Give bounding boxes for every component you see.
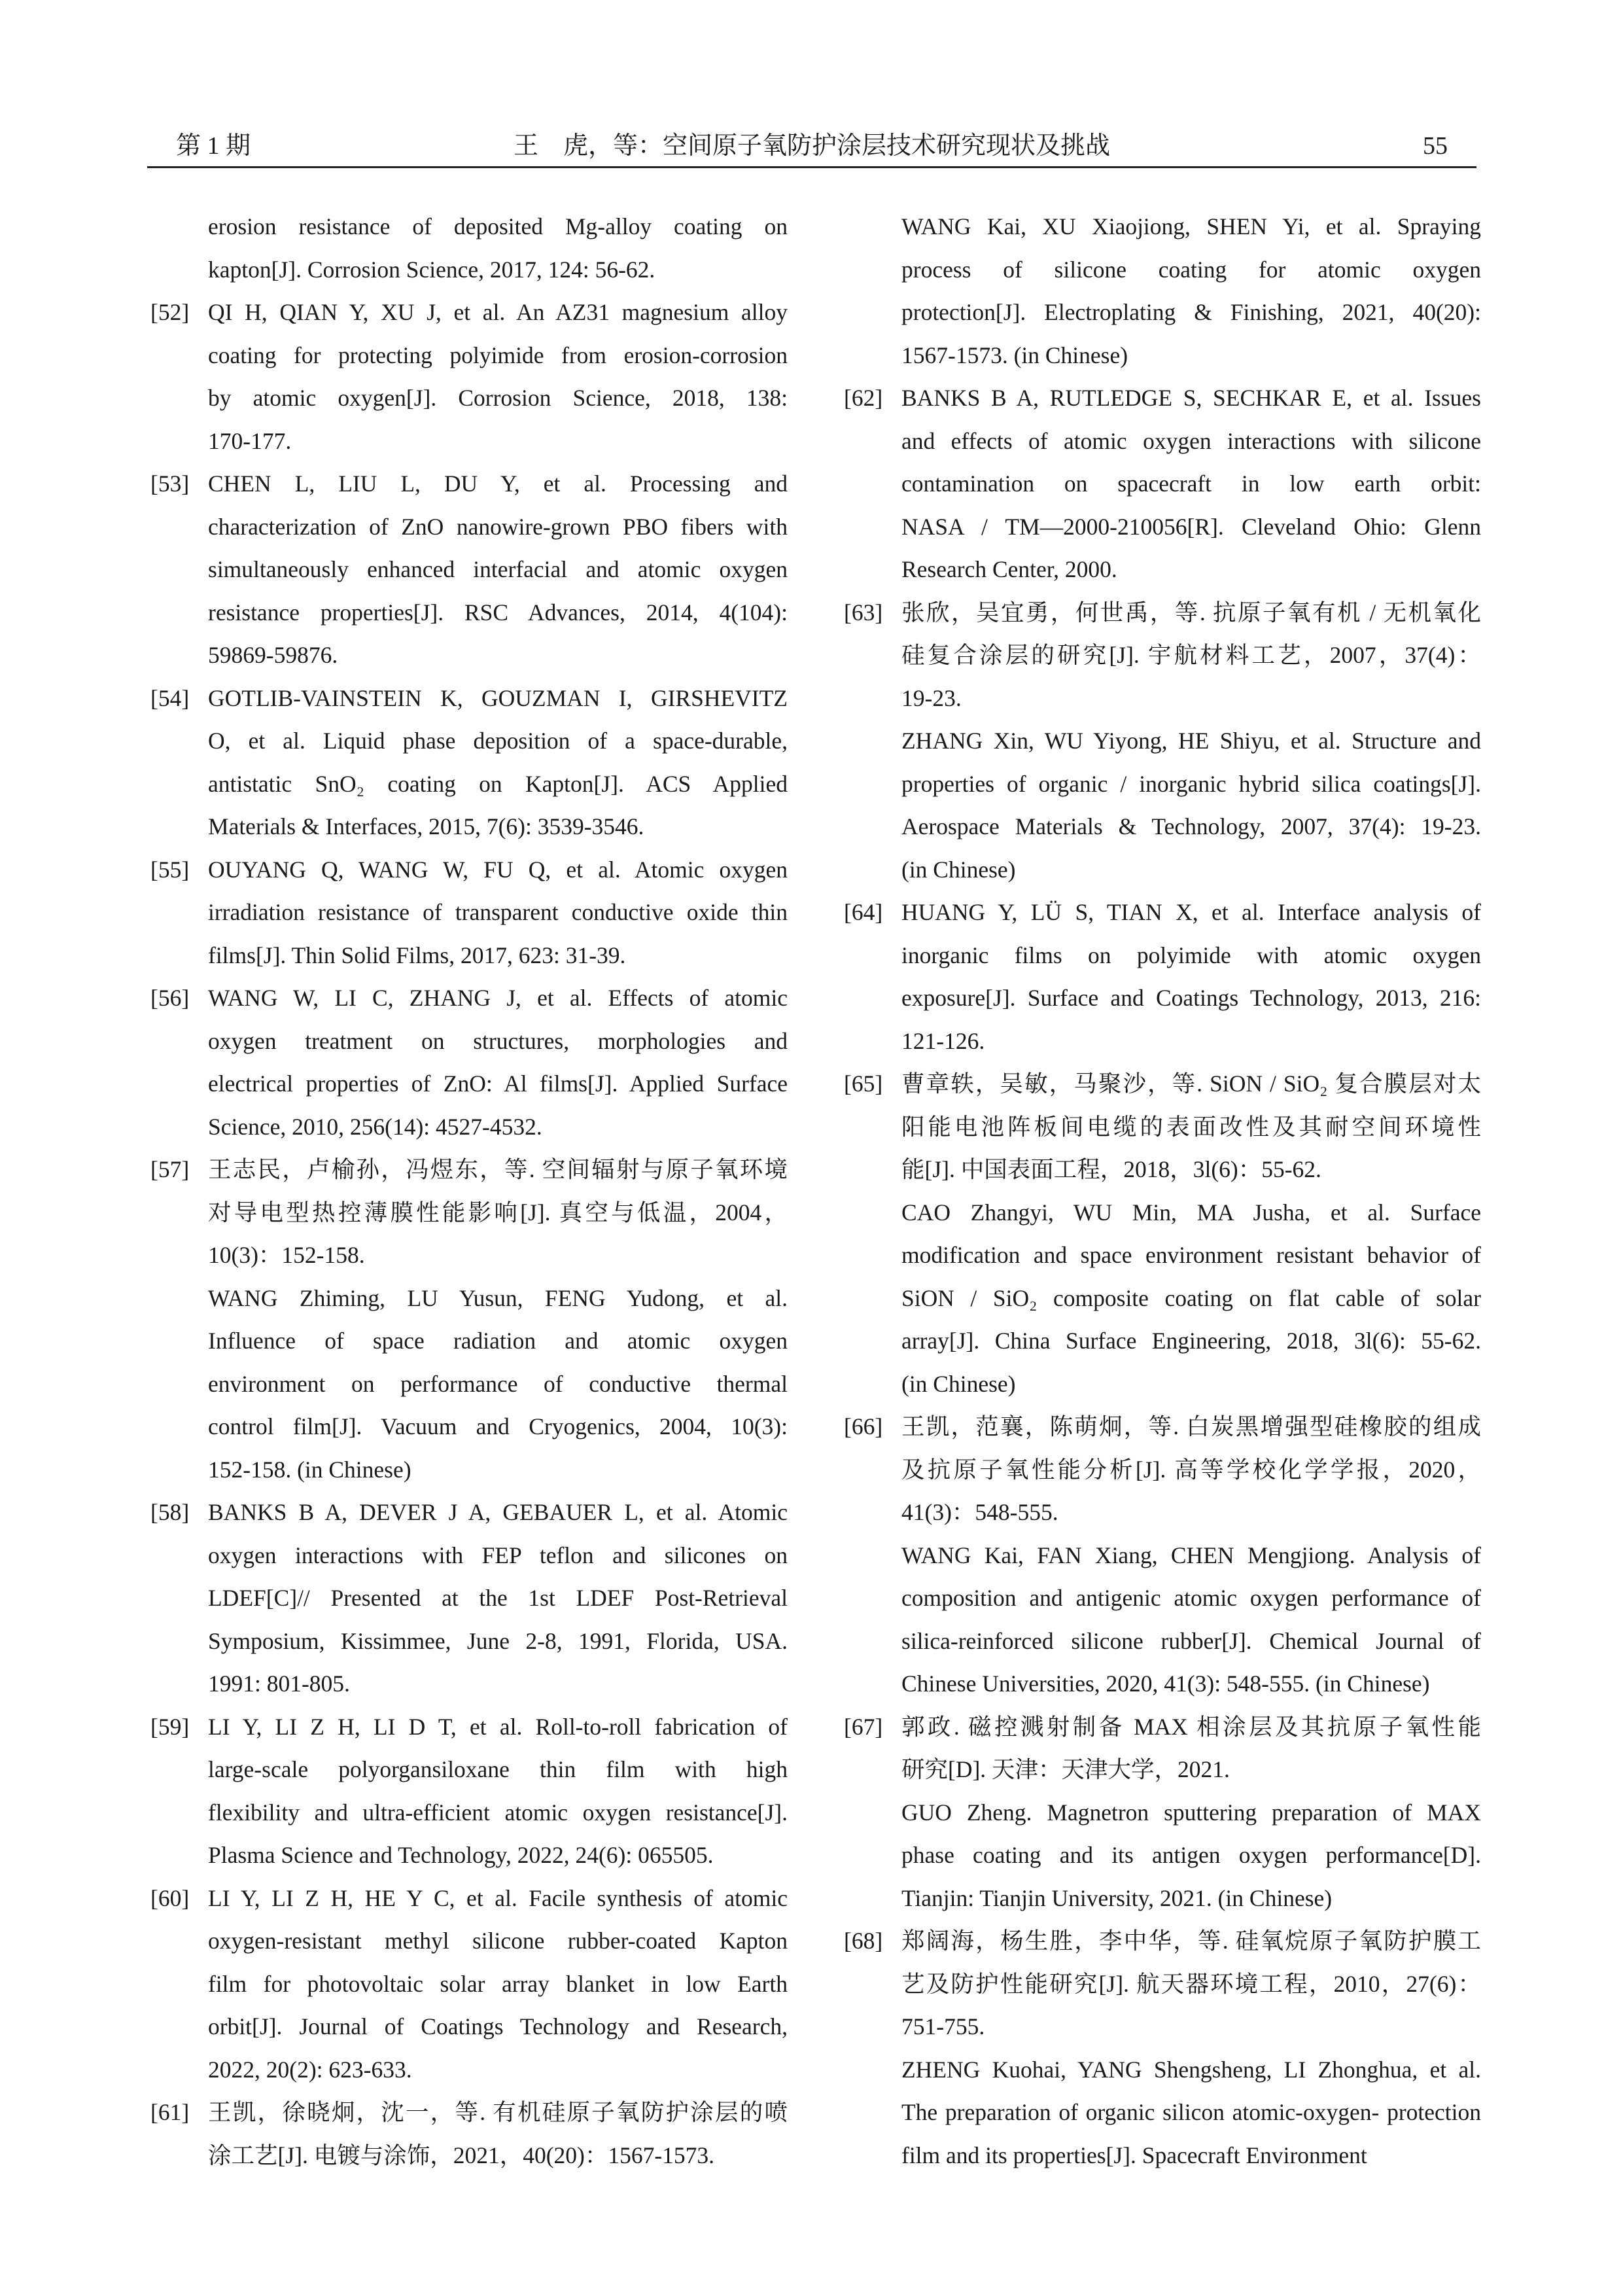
running-header	[147, 126, 1476, 166]
reference-number: [54]	[150, 684, 190, 711]
reference-number: [59]	[150, 1713, 190, 1740]
reference-line: 硅复合涂层的研究[J]. 宇航材料工艺，2007，37(4)：	[901, 642, 1481, 668]
reference-number: [67]	[844, 1713, 883, 1740]
reference-entry	[150, 291, 788, 463]
reference-line: 2022, 20(2): 623-633.	[208, 2056, 412, 2083]
reference-line: Chinese Universities, 2020, 41(3): 548-555. (in Chinese)	[901, 1670, 1430, 1697]
reference-line: 1991: 801-805.	[208, 1670, 350, 1697]
reference-line: ZHENG Kuohai, YANG Shengsheng, LI Zhonghua, et al.	[901, 2056, 1481, 2083]
reference-line: oxygen treatment on structures, morphologies and	[208, 1027, 788, 1054]
reference-entry	[844, 592, 1481, 892]
reference-number: [52]	[150, 299, 190, 325]
reference-line: films[J]. Thin Solid Films, 2017, 623: 31-39.	[208, 942, 626, 968]
reference-line: erosion resistance of deposited Mg-alloy coating on	[208, 213, 788, 239]
reference-line: 艺及防护性能研究[J]. 航天器环境工程，2010，27(6)：	[901, 1970, 1481, 1997]
reference-line: modification and space environment resistant behavior of	[901, 1242, 1481, 1268]
reference-line: inorganic films on polyimide with atomic oxygen	[901, 942, 1481, 968]
reference-number: [60]	[150, 1884, 190, 1911]
reference-line: (in Chinese)	[901, 856, 1016, 883]
reference-entry	[150, 977, 788, 1148]
reference-number: [62]	[844, 385, 883, 411]
reference-line: protection[J]. Electroplating & Finishing, 2021, 40(20):	[901, 299, 1481, 325]
reference-line: GUO Zheng. Magnetron sputtering preparation of MAX	[901, 1799, 1481, 1826]
reference-line: large-scale polyorgansiloxane thin film with high	[208, 1756, 788, 1782]
reference-line: (in Chinese)	[901, 1370, 1016, 1397]
reference-entry	[150, 2091, 788, 2177]
reference-line: 152-158. (in Chinese)	[208, 1456, 411, 1483]
reference-line: irradiation resistance of transparent conductive oxide thin	[208, 899, 788, 925]
reference-entry	[150, 1491, 788, 1706]
reference-number: [65]	[844, 1070, 883, 1097]
reference-line: NASA / TM—2000-210056[R]. Cleveland Ohio: Glenn	[901, 513, 1481, 540]
reference-line: 王志民，卢榆孙，冯煜东，等. 空间辐射与原子氧环境	[208, 1156, 788, 1182]
reference-line: O, et al. Liquid phase deposition of a space-durable,	[208, 728, 788, 754]
reference-line: oxygen-resistant methyl silicone rubber-coated Kapton	[208, 1928, 788, 1954]
reference-line: QI H, QIAN Y, XU J, et al. An AZ31 magnesium alloy	[208, 299, 788, 325]
reference-number: [58]	[150, 1499, 190, 1525]
reference-entry	[844, 205, 1481, 377]
reference-line: kapton[J]. Corrosion Science, 2017, 124: 56-62.	[208, 256, 655, 283]
reference-line: by atomic oxygen[J]. Corrosion Science, 2018, 138:	[208, 385, 788, 411]
reference-line: flexibility and ultra-efficient atomic oxygen resistance[J].	[208, 1799, 788, 1826]
reference-line: Influence of space radiation and atomic oxygen	[208, 1328, 788, 1354]
reference-line: ZHANG Xin, WU Yiyong, HE Shiyu, et al. Structure and	[901, 728, 1481, 754]
reference-line: electrical properties of ZnO: Al films[J]. Applied Surface	[208, 1070, 788, 1097]
reference-number: [68]	[844, 1928, 883, 1954]
reference-line: The preparation of organic silicon atomic-oxygen- protection	[901, 2099, 1481, 2125]
reference-line: Aerospace Materials & Technology, 2007, 37(4): 19-23.	[901, 813, 1481, 839]
reference-line: Tianjin: Tianjin University, 2021. (in Chinese)	[901, 1884, 1333, 1911]
reference-entry	[150, 463, 788, 677]
reference-line: 41(3)：548-555.	[901, 1499, 1058, 1525]
reference-line: simultaneously enhanced interfacial and atomic oxygen	[208, 556, 788, 582]
reference-line: exposure[J]. Surface and Coatings Technology, 2013, 216:	[901, 985, 1481, 1011]
reference-line: 研究[D]. 天津：天津大学，2021.	[901, 1756, 1230, 1782]
reference-line: 涂工艺[J]. 电镀与涂饰，2021，40(20)：1567-1573.	[208, 2142, 715, 2168]
reference-line: 1567-1573. (in Chinese)	[901, 342, 1128, 368]
reference-line: WANG Kai, XU Xiaojiong, SHEN Yi, et al. Spraying	[901, 213, 1481, 239]
reference-entry	[150, 677, 788, 849]
reference-entry	[150, 205, 788, 291]
reference-line: GOTLIB-VAINSTEIN K, GOUZMAN I, GIRSHEVITZ	[208, 684, 788, 711]
reference-line: oxygen interactions with FEP teflon and silicones on	[208, 1542, 788, 1568]
reference-number: [66]	[844, 1413, 883, 1439]
reference-entry	[844, 1920, 1481, 2177]
reference-line: control film[J]. Vacuum and Cryogenics, 2004, 10(3):	[208, 1413, 788, 1439]
reference-entry	[150, 849, 788, 978]
reference-line: 阳能电池阵板间电缆的表面改性及其耐空间环境性	[901, 1113, 1481, 1140]
reference-line: BANKS B A, DEVER J A, GEBAUER L, et al. Atomic	[208, 1499, 788, 1525]
reference-line: phase coating and its antigen oxygen performance[D].	[901, 1842, 1481, 1868]
reference-line: WANG W, LI C, ZHANG J, et al. Effects of atomic	[208, 985, 788, 1011]
page-number: 55	[1423, 132, 1448, 160]
reference-line: WANG Kai, FAN Xiang, CHEN Mengjiong. Analysis of	[901, 1542, 1481, 1568]
reference-line: 张欣，吴宜勇，何世禹，等. 抗原子氧有机 / 无机氧化	[901, 599, 1481, 626]
reference-line: process of silicone coating for atomic oxygen	[901, 256, 1481, 283]
left-column	[150, 205, 788, 2177]
reference-line: CHEN L, LIU L, DU Y, et al. Processing and	[208, 470, 788, 497]
reference-line: CAO Zhangyi, WU Min, MA Jusha, et al. Surface	[901, 1199, 1481, 1226]
reference-entry	[150, 1877, 788, 2092]
reference-line: silica-reinforced silicone rubber[J]. Chemical Journal of	[901, 1627, 1481, 1654]
reference-line: 751-755.	[901, 2013, 985, 2040]
reference-line: LI Y, LI Z H, LI D T, et al. Roll-to-roll fabrication of	[208, 1713, 788, 1740]
reference-number: [61]	[150, 2099, 190, 2125]
reference-line: contamination on spacecraft in low earth orbit:	[901, 470, 1481, 497]
reference-line: orbit[J]. Journal of Coatings Technology and Research,	[208, 2013, 788, 2040]
reference-line: film for photovoltaic solar array blanket in low Earth	[208, 1970, 788, 1997]
reference-line: LDEF[C]// Presented at the 1st LDEF Post-Retrieval	[208, 1585, 788, 1611]
reference-line: 121-126.	[901, 1027, 985, 1054]
reference-line: Science, 2010, 256(14): 4527-4532.	[208, 1113, 542, 1140]
reference-entry	[844, 1063, 1481, 1405]
reference-line: 王凯，范襄，陈萌炯，等. 白炭黑增强型硅橡胶的组成	[901, 1413, 1481, 1439]
reference-number: [63]	[844, 599, 883, 626]
reference-number: [56]	[150, 985, 190, 1011]
reference-line: composition and antigenic atomic oxygen performance of	[901, 1585, 1481, 1611]
reference-line: BANKS B A, RUTLEDGE S, SECHKAR E, et al. Issues	[901, 385, 1481, 411]
reference-line: 王凯，徐晓炯，沈一，等. 有机硅原子氧防护涂层的喷	[208, 2099, 788, 2125]
reference-line: properties of organic / inorganic hybrid silica coatings[J].	[901, 770, 1481, 797]
reference-line: characterization of ZnO nanowire-grown PBO fibers with	[208, 513, 788, 540]
reference-number: [53]	[150, 470, 190, 497]
reference-number: [64]	[844, 899, 883, 925]
reference-line: 郑阔海，杨生胜，李中华，等. 硅氧烷原子氧防护膜工	[901, 1928, 1481, 1954]
reference-line: 对导电型热控薄膜性能影响[J]. 真空与低温，2004，	[208, 1199, 788, 1226]
reference-entry	[844, 891, 1481, 1063]
reference-line: coating for protecting polyimide from erosion-corrosion	[208, 342, 788, 368]
reference-line: Materials & Interfaces, 2015, 7(6): 3539-3546.	[208, 813, 644, 839]
reference-line: array[J]. China Surface Engineering, 2018, 3l(6): 55-62.	[901, 1328, 1481, 1354]
reference-line: 郭政. 磁控溅射制备 MAX 相涂层及其抗原子氧性能	[901, 1713, 1481, 1740]
reference-line: Symposium, Kissimmee, June 2-8, 1991, Florida, USA.	[208, 1627, 788, 1654]
reference-line: film and its properties[J]. Spacecraft Environment	[901, 2142, 1367, 2168]
issue-label: 第 1 期	[176, 132, 251, 160]
reference-line: antistatic SnO₂ coating on Kapton[J]. ACS Applied	[208, 770, 788, 797]
reference-line: OUYANG Q, WANG W, FU Q, et al. Atomic oxygen	[208, 856, 788, 883]
reference-entry	[844, 377, 1481, 592]
reference-number: [57]	[150, 1156, 190, 1182]
reference-line: environment on performance of conductive thermal	[208, 1370, 788, 1397]
reference-line: HUANG Y, LÜ S, TIAN X, et al. Interface analysis of	[901, 899, 1481, 925]
reference-line: 10(3)：152-158.	[208, 1242, 365, 1268]
reference-line: 59869-59876.	[208, 642, 338, 668]
reference-line: resistance properties[J]. RSC Advances, 2014, 4(104):	[208, 599, 788, 626]
reference-entry	[844, 1405, 1481, 1706]
reference-line: Research Center, 2000.	[901, 556, 1117, 582]
reference-entry	[150, 1706, 788, 1877]
running-title: 王 虎，等：空间原子氧防护涂层技术研究现状及挑战	[513, 132, 1110, 160]
reference-line: LI Y, LI Z H, HE Y C, et al. Facile synthesis of atomic	[208, 1884, 788, 1911]
reference-line: WANG Zhiming, LU Yusun, FENG Yudong, et al.	[208, 1284, 788, 1311]
reference-line: SiON / SiO₂ composite coating on flat cable of solar	[901, 1284, 1481, 1311]
reference-line: 能[J]. 中国表面工程，2018，3l(6)：55-62.	[901, 1156, 1321, 1182]
header-rule	[147, 166, 1476, 168]
reference-entry	[844, 1706, 1481, 1920]
reference-number: [55]	[150, 856, 190, 883]
reference-line: 曹章轶，吴敏，马聚沙，等. SiON / SiO₂ 复合膜层对太	[901, 1070, 1481, 1097]
reference-line: Plasma Science and Technology, 2022, 24(6): 065505.	[208, 1842, 714, 1868]
reference-line: 170-177.	[208, 427, 292, 454]
reference-line: 及抗原子氧性能分析[J]. 高等学校化学学报，2020，	[901, 1456, 1481, 1483]
reference-entry	[150, 1148, 788, 1491]
reference-line: 19-23.	[901, 684, 962, 711]
right-column	[844, 205, 1481, 2177]
reference-line: and effects of atomic oxygen interactions with silicone	[901, 427, 1481, 454]
